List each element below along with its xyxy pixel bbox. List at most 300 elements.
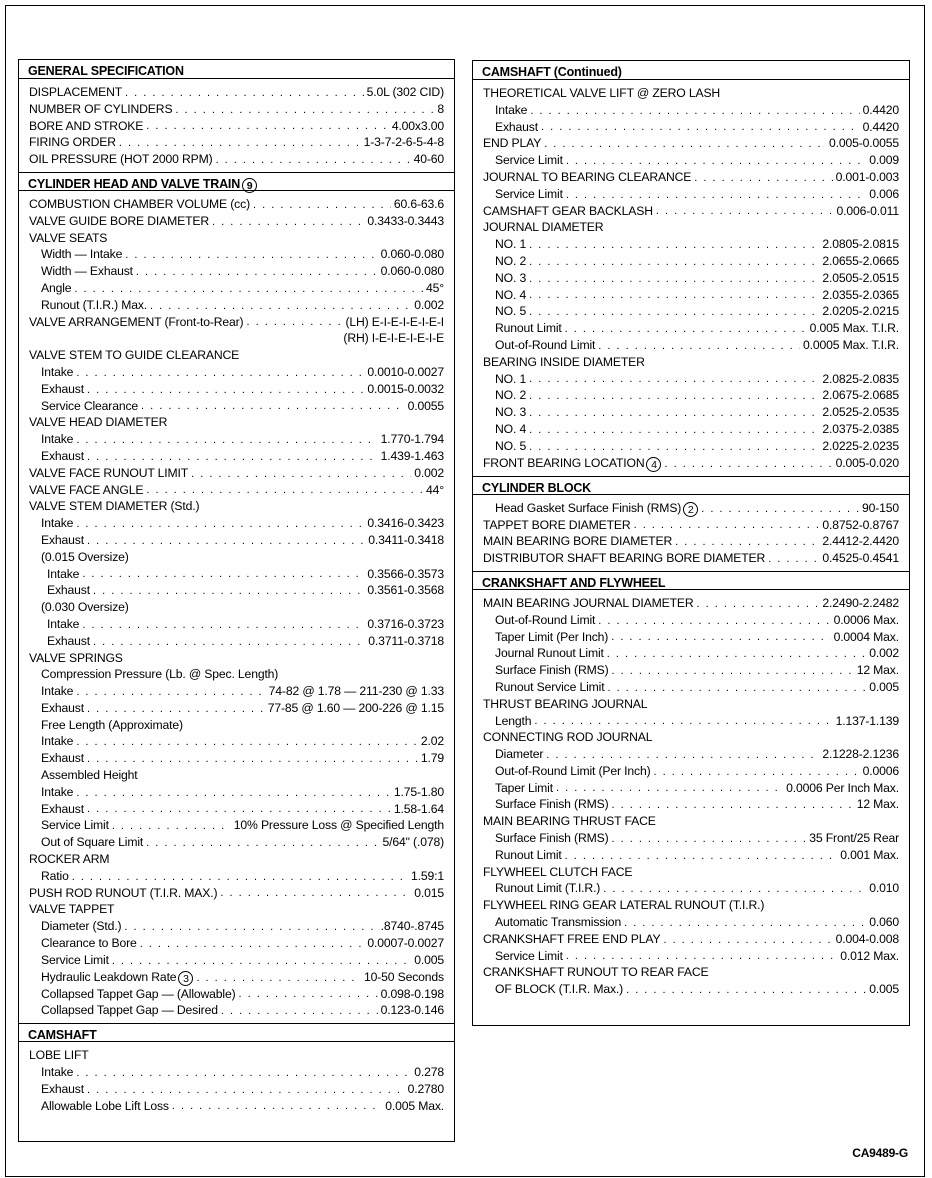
spec-value: 45° xyxy=(426,280,444,295)
spec-row-main-bearing-bore-diameter xyxy=(483,533,899,550)
spec-value: 1.59:1 xyxy=(411,868,444,883)
dot-leader xyxy=(624,915,866,931)
spec-value: 0.060 xyxy=(869,915,899,930)
spec-value: 1.58-1.64 xyxy=(393,801,444,816)
spec-label: Intake xyxy=(41,784,74,799)
spec-row-valve-head-diameter xyxy=(29,414,444,431)
spec-label: Taper Limit xyxy=(495,780,553,795)
spec-value: 0.005 Max. T.I.R. xyxy=(809,321,899,336)
dot-leader xyxy=(76,365,364,381)
spec-label: VALVE SEATS xyxy=(29,230,108,245)
dot-leader xyxy=(76,516,364,532)
dot-leader xyxy=(220,885,411,901)
spec-label: Exhaust xyxy=(41,448,84,463)
spec-label: Intake xyxy=(41,364,74,379)
dot-leader xyxy=(191,466,411,482)
spec-label: VALVE HEAD DIAMETER xyxy=(29,415,168,430)
spec-label: Service Limit xyxy=(41,818,109,833)
dot-leader xyxy=(697,596,820,612)
spec-row-exhaust xyxy=(29,1081,444,1098)
spec-value: 0.002 xyxy=(869,646,899,661)
spec-value: 74-82 @ 1.78 — 211-230 @ 1.33 xyxy=(268,684,444,699)
spec-value: 1.439-1.463 xyxy=(380,448,444,463)
spec-label: DISTRIBUTOR SHAFT BEARING BORE DIAMETER xyxy=(483,551,766,566)
spec-label: Runout Service Limit xyxy=(495,679,605,694)
spec-row-out-of-round-limit xyxy=(483,612,899,629)
spec-row-runout-limit xyxy=(483,847,899,864)
spec-label: NO. 2 xyxy=(495,253,527,268)
spec-row-taper-limit xyxy=(483,780,899,797)
spec-row-no-3 xyxy=(483,404,899,421)
spec-label: VALVE TAPPET xyxy=(29,902,115,917)
spec-label: ROCKER ARM xyxy=(29,852,110,867)
section-body xyxy=(19,1042,454,1118)
dot-leader xyxy=(76,1065,411,1081)
spec-value: 2.0355-2.0365 xyxy=(822,287,899,302)
spec-value: 0.015 xyxy=(414,885,444,900)
spec-row-journal-runout-limit xyxy=(483,645,899,662)
section-title-cylinder-block xyxy=(473,476,909,495)
dot-leader xyxy=(566,187,866,203)
spec-label: FLYWHEEL CLUTCH FACE xyxy=(483,864,633,879)
spec-label: OIL PRESSURE (HOT 2000 RPM) xyxy=(29,152,213,167)
spec-row-diameter-std xyxy=(29,918,444,935)
dot-leader xyxy=(768,551,819,567)
spec-row-valve-seats xyxy=(29,230,444,247)
spec-row-main-bearing-thrust-face xyxy=(483,813,899,830)
spec-value: 0.012 Max. xyxy=(840,948,899,963)
spec-row-connecting-rod-journal xyxy=(483,729,899,746)
spec-row-automatic-transmission xyxy=(483,914,899,931)
dot-leader xyxy=(546,747,819,763)
section-body xyxy=(19,79,454,172)
dot-leader xyxy=(556,780,783,796)
spec-label: Intake xyxy=(47,566,80,581)
dot-leader xyxy=(664,456,832,472)
spec-row-valve-guide-bore-diameter xyxy=(29,213,444,230)
spec-label: Intake xyxy=(47,616,80,631)
spec-label: Out-of-Round Limit xyxy=(495,612,596,627)
spec-label: NO. 5 xyxy=(495,438,527,453)
spec-value: 0.005 Max. xyxy=(385,1098,444,1113)
dot-leader xyxy=(529,237,819,253)
dot-leader xyxy=(607,646,866,662)
spec-label: BORE AND STROKE xyxy=(29,118,144,133)
dot-leader xyxy=(565,848,838,864)
spec-value: 2.0525-2.0535 xyxy=(822,405,899,420)
spec-row-intake xyxy=(29,364,444,381)
spec-label: NO. 4 xyxy=(495,287,527,302)
spec-row-service-limit xyxy=(483,186,899,203)
reference-number-badge: 3 xyxy=(178,971,193,986)
spec-label: Exhaust xyxy=(41,801,84,816)
spec-row-no-4 xyxy=(483,421,899,438)
spec-row-runout-limit-t-i-r xyxy=(483,880,899,897)
spec-row-exhaust xyxy=(483,119,899,136)
spec-label: Width — Exhaust xyxy=(41,264,133,279)
spec-label: CAMSHAFT GEAR BACKLASH xyxy=(483,203,653,218)
spec-label: Compression Pressure (Lb. @ Spec. Length) xyxy=(41,667,279,682)
dot-leader xyxy=(76,734,418,750)
spec-label: Exhaust xyxy=(41,532,84,547)
spec-label: LOBE LIFT xyxy=(29,1048,89,1063)
spec-row-theoretical-valve-lift-zero-lash xyxy=(483,85,899,102)
right-spec-column xyxy=(472,60,910,1026)
spec-value: 2.0805-2.0815 xyxy=(822,237,899,252)
spec-row-valve-tappet xyxy=(29,901,444,918)
dot-leader xyxy=(598,338,800,354)
dot-leader xyxy=(253,197,391,213)
dot-leader xyxy=(239,986,378,1002)
spec-label: MAIN BEARING BORE DIAMETER xyxy=(483,534,673,549)
spec-value: 0.0055 xyxy=(407,398,444,413)
spec-label: Assembled Height xyxy=(41,768,138,783)
dot-leader xyxy=(93,583,364,599)
spec-row-valve-face-angle xyxy=(29,482,444,499)
spec-row-hydraulic-leakdown-rate xyxy=(29,969,444,986)
spec-value: 0.005 xyxy=(414,952,444,967)
spec-label: NO. 3 xyxy=(495,270,527,285)
dot-leader xyxy=(172,1098,382,1114)
spec-value: 0.0005 Max. T.I.R. xyxy=(803,337,899,352)
spec-label: Out of Square Limit xyxy=(41,835,144,850)
spec-row-service-limit xyxy=(483,152,899,169)
spec-label: Out-of-Round Limit xyxy=(495,337,596,352)
spec-label: NUMBER OF CYLINDERS xyxy=(29,101,173,116)
spec-row-crankshaft-runout-to-rear-face xyxy=(483,964,899,981)
spec-value: 0.4525-0.4541 xyxy=(822,551,899,566)
spec-value: 2.0205-2.0215 xyxy=(822,304,899,319)
spec-row-valve-arrangement-front-to-rear xyxy=(29,314,444,331)
spec-label: Surface Finish (RMS) xyxy=(495,831,609,846)
spec-value: 0.123-0.146 xyxy=(380,1003,444,1018)
dot-leader xyxy=(125,247,377,263)
dot-leader xyxy=(175,102,434,118)
spec-label: CRANKSHAFT FREE END PLAY xyxy=(483,931,661,946)
dot-leader xyxy=(565,321,807,337)
spec-value: 0.0006 Per Inch Max. xyxy=(786,780,899,795)
spec-value: 0.4420 xyxy=(862,119,899,134)
spec-label: Exhaust xyxy=(41,700,84,715)
spec-label: Surface Finish (RMS) xyxy=(495,797,609,812)
dot-leader xyxy=(93,634,365,650)
spec-row-rocker-arm xyxy=(29,851,444,868)
spec-value: 0.3416-0.3423 xyxy=(367,516,444,531)
dot-leader xyxy=(76,785,391,801)
spec-row-no-1 xyxy=(483,371,899,388)
section-title-text: CRANKSHAFT AND FLYWHEEL xyxy=(482,575,666,590)
spec-value: 0.005 xyxy=(869,982,899,997)
spec-row-exhaust xyxy=(29,381,444,398)
dot-leader xyxy=(626,982,866,998)
dot-leader xyxy=(529,388,819,404)
spec-value: 0.3433-0.3443 xyxy=(367,213,444,228)
dot-leader xyxy=(72,869,408,885)
dot-leader xyxy=(76,432,377,448)
spec-row-runout-service-limit xyxy=(483,679,899,696)
spec-row-number-of-cylinders xyxy=(29,101,444,118)
spec-row-width-exhaust xyxy=(29,263,444,280)
spec-label: FLYWHEEL RING GEAR LATERAL RUNOUT (T.I.R.) xyxy=(483,898,765,913)
spec-label: Angle xyxy=(41,280,72,295)
spec-row-thrust-bearing-journal xyxy=(483,696,899,713)
spec-value: 0.005-0.0055 xyxy=(828,136,899,151)
dot-leader xyxy=(544,136,826,152)
spec-value: 0.3561-0.3568 xyxy=(367,583,444,598)
spec-label: NO. 5 xyxy=(495,304,527,319)
figure-code: CA9489-G xyxy=(852,1146,908,1160)
spec-row-bore-and-stroke xyxy=(29,118,444,135)
spec-value: 0.005-0.020 xyxy=(835,455,899,470)
dot-leader xyxy=(529,287,819,303)
spec-row-lobe-lift xyxy=(29,1047,444,1064)
spec-row-flywheel-clutch-face xyxy=(483,864,899,881)
spec-row-no-5 xyxy=(483,438,899,455)
spec-value: 0.060-0.080 xyxy=(380,247,444,262)
spec-row-firing-order xyxy=(29,134,444,151)
spec-label: Surface Finish (RMS) xyxy=(495,663,609,678)
spec-row-intake xyxy=(29,566,444,583)
spec-row-runout-limit xyxy=(483,320,899,337)
dot-leader xyxy=(611,629,830,645)
spec-value: 2.0375-2.0385 xyxy=(822,421,899,436)
spec-row-compression-pressure-lb-spec-length xyxy=(29,666,444,683)
spec-row-exhaust xyxy=(29,750,444,767)
spec-label: NO. 1 xyxy=(495,371,527,386)
spec-label: Diameter (Std.) xyxy=(41,919,122,934)
spec-value: 5.0L (302 CID) xyxy=(366,85,444,99)
dot-leader xyxy=(87,1082,405,1098)
spec-value: 0.0006 Max. xyxy=(833,612,899,627)
spec-row-exhaust xyxy=(29,448,444,465)
spec-value: 10-50 Seconds xyxy=(363,969,444,984)
spec-row-angle xyxy=(29,280,444,297)
spec-label: Clearance to Bore xyxy=(41,936,137,951)
dot-leader xyxy=(529,371,819,387)
spec-row-intake xyxy=(29,515,444,532)
spec-row-intake xyxy=(29,733,444,750)
spec-value: 1-3-7-2-6-5-4-8 xyxy=(363,135,444,150)
dot-leader xyxy=(136,264,378,280)
spec-label: VALVE FACE ANGLE xyxy=(29,482,144,497)
spec-label: Service Limit xyxy=(495,186,563,201)
section-title-cylinder-head-and-valve-train xyxy=(19,172,454,191)
spec-value: 44° xyxy=(426,482,444,497)
spec-value: 0.3716-0.3723 xyxy=(367,616,444,631)
spec-row-of-block-t-i-r-max xyxy=(483,981,899,998)
section-title-text: CAMSHAFT xyxy=(28,1028,97,1043)
spec-row-assembled-height xyxy=(29,767,444,784)
spec-label: Intake xyxy=(41,432,74,447)
spec-label: Ratio xyxy=(41,868,69,883)
spec-value: 1.770-1.794 xyxy=(380,432,444,447)
section-title-text: CYLINDER HEAD AND VALVE TRAIN xyxy=(28,176,241,191)
spec-label: Exhaust xyxy=(47,633,90,648)
dot-leader xyxy=(221,1003,378,1019)
spec-row-exhaust xyxy=(29,582,444,599)
spec-value: (RH) I-E-I-E-I-E-I-E xyxy=(343,331,444,346)
spec-value: .8740-.8745 xyxy=(380,919,444,934)
spec-row-collapsed-tappet-gap-desired xyxy=(29,1002,444,1019)
spec-row-intake xyxy=(29,683,444,700)
spec-label: Out-of-Round Limit (Per Inch) xyxy=(495,763,651,778)
spec-label: PUSH ROD RUNOUT (T.I.R. MAX.) xyxy=(29,885,218,900)
spec-row-surface-finish-rms xyxy=(483,796,899,813)
spec-label: Intake xyxy=(495,102,528,117)
spec-row-out-of-round-limit xyxy=(483,337,899,354)
spec-row-no-2 xyxy=(483,387,899,404)
spec-value: 0.0015-0.0032 xyxy=(367,381,444,396)
spec-row-width-intake xyxy=(29,246,444,263)
spec-row-collapsed-tappet-gap-allowable xyxy=(29,986,444,1003)
spec-row-diameter xyxy=(483,746,899,763)
spec-value: 0.004-0.008 xyxy=(835,931,899,946)
dot-leader xyxy=(541,119,860,135)
spec-label: Intake xyxy=(41,734,74,749)
section-title-text: CAMSHAFT (Continued) xyxy=(482,65,622,79)
spec-label: Collapsed Tappet Gap — (Allowable) xyxy=(41,986,236,1001)
spec-label: Collapsed Tappet Gap — Desired xyxy=(41,1003,218,1018)
spec-value: 2.02 xyxy=(420,734,444,749)
spec-label: JOURNAL DIAMETER xyxy=(483,220,604,235)
spec-value: 0.006-0.011 xyxy=(836,203,899,218)
spec-label: Journal Runout Limit xyxy=(495,646,604,661)
spec-label: CRANKSHAFT RUNOUT TO REAR FACE xyxy=(483,965,709,980)
spec-label: NO. 4 xyxy=(495,421,527,436)
spec-label: Exhaust xyxy=(41,751,84,766)
spec-value: 0.005 xyxy=(869,679,899,694)
dot-leader xyxy=(529,422,819,438)
spec-value: 0.060-0.080 xyxy=(380,264,444,279)
spec-value: 0.002 xyxy=(414,465,444,480)
spec-row-surface-finish-rms xyxy=(483,830,899,847)
spec-value: 0.2780 xyxy=(407,1081,444,1096)
dot-leader xyxy=(694,170,832,186)
dot-leader xyxy=(530,103,859,119)
spec-label: VALVE GUIDE BORE DIAMETER xyxy=(29,213,210,228)
spec-row-head-gasket-surface-finish-rms xyxy=(483,500,899,517)
dot-leader xyxy=(656,203,834,219)
spec-row-allowable-lobe-lift-loss xyxy=(29,1098,444,1115)
spec-value: 0.8752-0.8767 xyxy=(822,517,899,532)
dot-leader xyxy=(529,439,819,455)
dot-leader xyxy=(246,314,342,330)
spec-row-distributor-shaft-bearing-bore-diameter xyxy=(483,550,899,567)
spec-label: DISPLACEMENT xyxy=(29,85,123,99)
spec-label: Exhaust xyxy=(495,119,538,134)
spec-label: Head Gasket Surface Finish (RMS) 2 xyxy=(495,500,698,517)
spec-row-service-limit xyxy=(29,952,444,969)
dot-leader xyxy=(534,713,832,729)
spec-value: 2.0825-2.0835 xyxy=(822,371,899,386)
spec-row-journal-diameter xyxy=(483,219,899,236)
spec-label: Allowable Lobe Lift Loss xyxy=(41,1098,169,1113)
spec-value: 35 Front/25 Rear xyxy=(809,831,899,846)
spec-value: (LH) E-I-E-I-E-I-E-I xyxy=(345,314,444,329)
spec-value: 1.137-1.139 xyxy=(835,713,899,728)
spec-value: 0.0010-0.0027 xyxy=(367,364,444,379)
spec-row-0-030-oversize xyxy=(29,599,444,616)
spec-value: 0.0004 Max. xyxy=(833,629,899,644)
dot-leader xyxy=(112,953,411,969)
spec-label: FRONT BEARING LOCATION 4 xyxy=(483,455,661,472)
spec-value: 0.098-0.198 xyxy=(380,986,444,1001)
spec-label: FIRING ORDER xyxy=(29,135,116,150)
dot-leader xyxy=(212,214,364,230)
spec-row-exhaust xyxy=(29,801,444,818)
spec-row-length xyxy=(483,713,899,730)
dot-leader xyxy=(82,566,364,582)
spec-label: Intake xyxy=(41,516,74,531)
spec-row-camshaft-gear-backlash xyxy=(483,203,899,220)
spec-row-oil-pressure-hot-2000-rpm xyxy=(29,151,444,168)
spec-row-valve-stem-diameter-std xyxy=(29,498,444,515)
spec-label: Service Limit xyxy=(495,948,563,963)
spec-row-0-015-oversize xyxy=(29,549,444,566)
spec-value: 77-85 @ 1.60 — 200-226 @ 1.15 xyxy=(267,700,444,715)
spec-row-intake xyxy=(29,431,444,448)
spec-row-flywheel-ring-gear-lateral-runout-t-i-r xyxy=(483,897,899,914)
spec-row-no-2 xyxy=(483,253,899,270)
spec-row-combustion-chamber-volume-cc xyxy=(29,196,444,213)
spec-row-ratio xyxy=(29,868,444,885)
spec-row-service-limit xyxy=(483,948,899,965)
dot-leader xyxy=(607,680,866,696)
spec-value: 12 Max. xyxy=(856,663,899,678)
spec-row-displacement xyxy=(29,84,444,101)
spec-label: Taper Limit (Per Inch) xyxy=(495,629,609,644)
spec-label: THRUST BEARING JOURNAL xyxy=(483,696,648,711)
spec-row-exhaust xyxy=(29,532,444,549)
dot-leader xyxy=(150,298,411,314)
spec-label: VALVE ARRANGEMENT (Front-to-Rear) xyxy=(29,314,244,329)
spec-value: 0.001-0.003 xyxy=(835,169,899,184)
spec-label: Free Length (Approximate) xyxy=(41,717,183,732)
spec-label: Length xyxy=(495,713,532,728)
spec-label: JOURNAL TO BEARING CLEARANCE xyxy=(483,169,692,184)
spec-value: 2.4412-2.4420 xyxy=(822,534,899,549)
spec-value: 0.009 xyxy=(869,153,899,168)
spec-value: 40-60 xyxy=(413,152,444,167)
spec-label: Service Clearance xyxy=(41,398,139,413)
spec-label: NO. 1 xyxy=(495,237,527,252)
dot-leader xyxy=(87,701,265,717)
spec-row-journal-to-bearing-clearance xyxy=(483,169,899,186)
spec-value: 1.79 xyxy=(420,751,444,766)
section-body xyxy=(19,191,454,1023)
section-body xyxy=(473,495,909,571)
spec-row-push-rod-runout-t-i-r-max xyxy=(29,885,444,902)
spec-row-blank xyxy=(29,330,444,347)
spec-label: (0.015 Oversize) xyxy=(41,549,129,564)
dot-leader xyxy=(701,501,859,517)
dot-leader xyxy=(74,281,423,297)
spec-value: 2.0505-2.0515 xyxy=(822,270,899,285)
dot-leader xyxy=(141,398,405,414)
spec-label: CONNECTING ROD JOURNAL xyxy=(483,730,653,745)
spec-row-valve-face-runout-limit xyxy=(29,465,444,482)
spec-value: 0.0006 xyxy=(862,763,899,778)
section-title-text: GENERAL SPECIFICATION xyxy=(28,64,184,78)
dot-leader xyxy=(529,271,819,287)
section-body xyxy=(473,80,909,476)
spec-label: Runout Limit xyxy=(495,321,562,336)
spec-row-exhaust xyxy=(29,700,444,717)
spec-value: 0.006 xyxy=(869,186,899,201)
spec-row-valve-springs xyxy=(29,650,444,667)
spec-value: 2.2490-2.2482 xyxy=(822,595,899,610)
spec-value: 2.0225-2.0235 xyxy=(822,438,899,453)
